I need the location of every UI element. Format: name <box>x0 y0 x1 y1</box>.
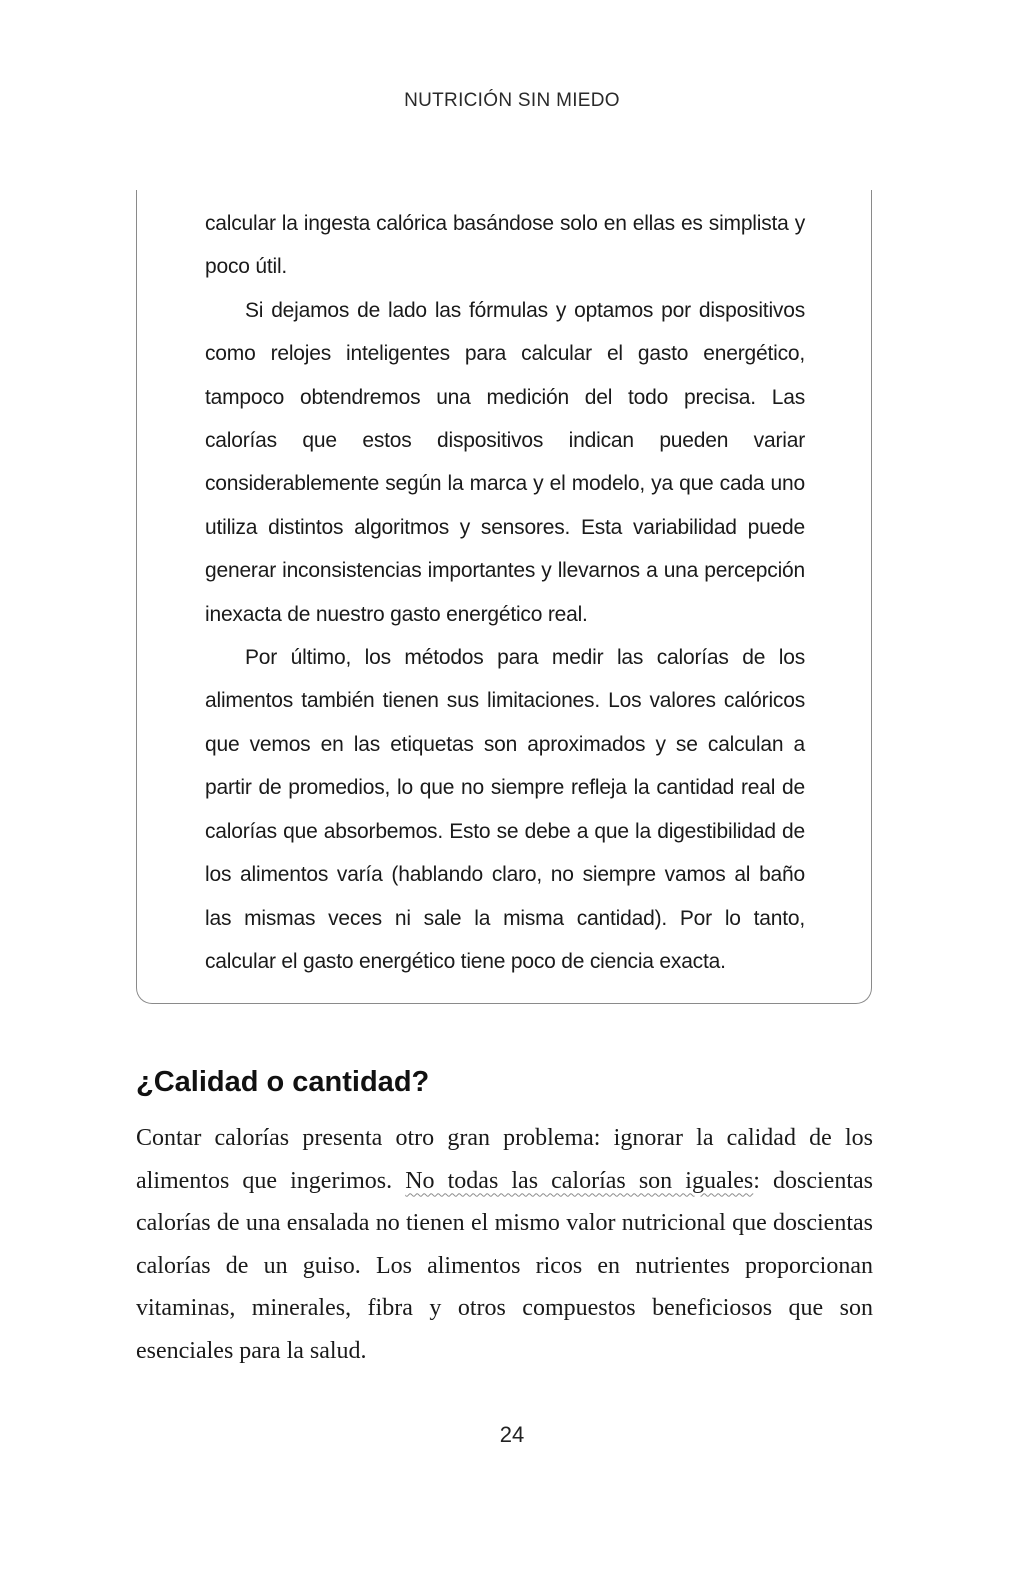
body-paragraph <box>136 1117 873 1373</box>
box-paragraph: calcular la ingesta calórica basándose solo en ellas es simplista y poco útil. <box>205 212 805 279</box>
box-paragraph: Por último, los métodos para medir las calorías de los alimentos también tienen sus limitaciones. Los valores calóricos que vemos en las etiquetas son aproximados y se calculan a partir de promedios, lo que no siempre refleja la cantidad real de calorías que absorbemos. Esto se debe a que la digestibilidad de los alimentos varía (hablando claro, no siempre vamos al baño las mismas veces ni sale la misma cantidad). Por lo tanto, calcular el gasto energético tiene poco de ciencia exacta. <box>205 646 805 973</box>
body-text-start: Contar calorías presenta otro gran problema: ignorar la calidad de los alimentos que ingerimos. <box>136 1125 873 1194</box>
box-paragraph: Si dejamos de lado las fórmulas y optamos por dispositivos como relojes inteligentes para calcular el gasto energético, tampoco obtendremos una medición del todo precisa. Las calorías que estos dispositivos indican pueden variar considerablemente según la marca y el modelo, ya que cada uno utiliza distintos algoritmos y sensores. Esta variabilidad puede generar inconsistencias importantes y llevarnos a una percepción inexacta de nuestro gasto energético real. <box>205 298 805 626</box>
section-heading: ¿Calidad o cantidad? <box>136 1066 430 1098</box>
body-text-end: : doscientas calorías de una ensalada no tienen el mismo valor nutricional que doscientas calorías de un guiso. Los alimentos ricos en nutrientes proporcionan vitaminas, minerales, fibra y otros compuestos beneficiosos que son esenciales para la salud. <box>136 1167 873 1364</box>
running-header: NUTRICIÓN SIN MIEDO <box>404 90 620 111</box>
underlined-phrase: No todas las calorías son iguales <box>405 1167 754 1194</box>
sidebar-box-text <box>205 202 805 983</box>
page-number: 24 <box>499 1422 525 1447</box>
sidebar-box <box>136 190 872 1004</box>
